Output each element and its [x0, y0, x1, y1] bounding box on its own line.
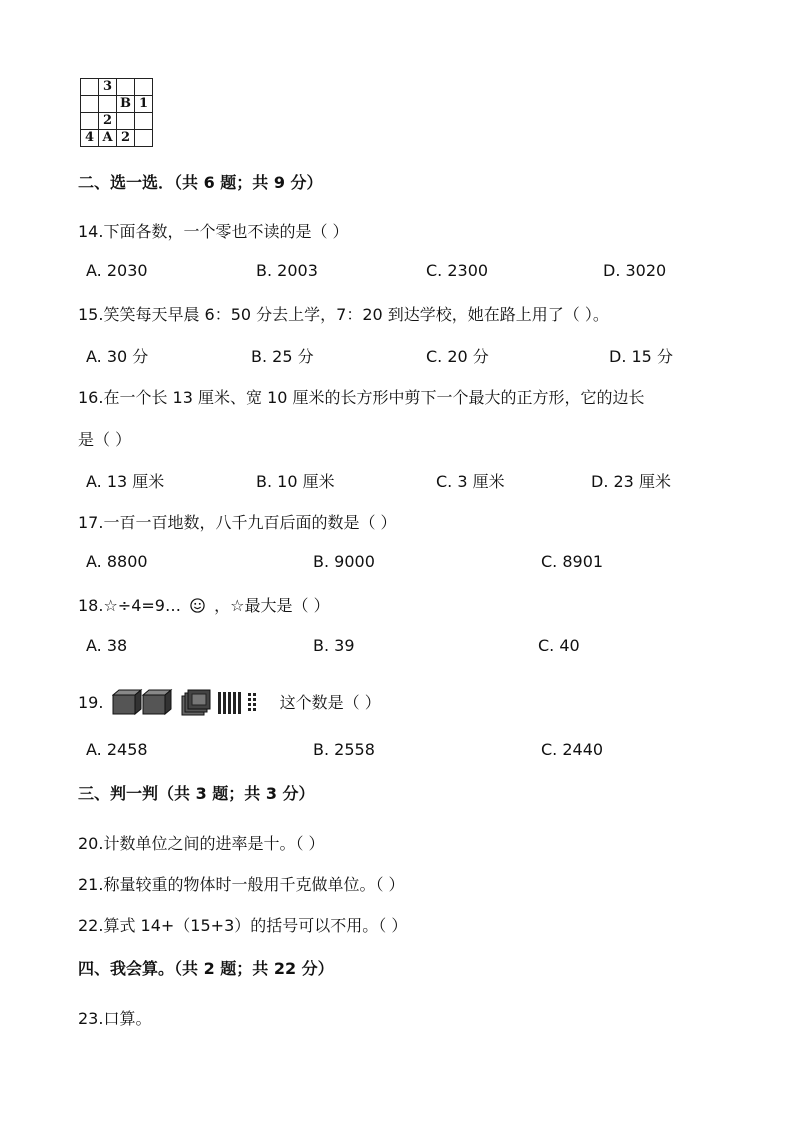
grid-cell: 2 [99, 113, 117, 130]
question-16-line-1: 16.在一个长 13 厘米、宽 10 厘米的长方形中剪下一个最大的正方形，它的边长 [78, 388, 645, 407]
grid-cell [135, 79, 153, 96]
question-17: 17.一百一百地数，八千九百后面的数是（ ） [78, 513, 397, 532]
question-14: 14.下面各数，一个零也不读的是（ ） [78, 222, 349, 241]
q15-option-c[interactable]: C. 20 分 [426, 347, 489, 366]
q17-option-a[interactable]: A. 8800 [86, 552, 148, 571]
q15-option-d[interactable]: D. 15 分 [609, 347, 673, 366]
grid-cell [81, 79, 99, 96]
q16-option-d[interactable]: D. 23 厘米 [591, 472, 671, 491]
grid-cell [117, 113, 135, 130]
grid-cell: 2 [117, 130, 135, 147]
q17-option-b[interactable]: B. 9000 [313, 552, 375, 571]
question-18 [78, 593, 330, 616]
hundred-flats-icon [182, 690, 210, 715]
q16-option-b[interactable]: B. 10 厘米 [256, 472, 335, 491]
q19-suffix: 这个数是（ ） [279, 693, 381, 712]
q14-option-d[interactable]: D. 3020 [603, 261, 667, 280]
unit-cubes-icon [248, 693, 256, 711]
q19-option-a[interactable]: A. 2458 [86, 740, 148, 759]
grid-cell: 3 [99, 79, 117, 96]
question-23: 23.口算。 [78, 1009, 152, 1028]
q18-prefix: 18.☆÷4=9… [78, 596, 181, 615]
question-16-line-2: 是（ ） [78, 430, 132, 449]
question-21: 21.称量较重的物体时一般用千克做单位。（ ） [78, 875, 405, 894]
q15-option-a[interactable]: A. 30 分 [86, 347, 149, 366]
question-22: 22.算式 14+（15+3）的括号可以不用。（ ） [78, 916, 408, 935]
grid-cell: 4 [81, 130, 99, 147]
grid-cell: A [99, 130, 117, 147]
q16-option-a[interactable]: A. 13 厘米 [86, 472, 165, 491]
grid-cell [135, 113, 153, 130]
number-grid [80, 78, 153, 147]
grid-cell: B [117, 96, 135, 113]
q14-option-c[interactable]: C. 2300 [426, 261, 489, 280]
ten-rods-icon [218, 692, 241, 714]
q14-option-b[interactable]: B. 2003 [256, 261, 318, 280]
grid-cell: 1 [135, 96, 153, 113]
q19-option-b[interactable]: B. 2558 [313, 740, 375, 759]
thousand-cube-icon [113, 690, 141, 714]
grid-cell [81, 113, 99, 130]
q18-option-b[interactable]: B. 39 [313, 636, 355, 655]
smiley-icon [190, 598, 205, 613]
section-2-title: 二、选一选．（共 6 题；共 9 分） [78, 173, 323, 192]
q19-prefix: 19. [78, 693, 104, 712]
q17-option-c[interactable]: C. 8901 [541, 552, 604, 571]
q18-option-c[interactable]: C. 40 [538, 636, 580, 655]
q18-option-a[interactable]: A. 38 [86, 636, 128, 655]
q18-suffix: ，☆最大是（ ） [214, 596, 330, 615]
grid-cell [81, 96, 99, 113]
base-ten-blocks-icon [112, 688, 272, 716]
question-20: 20.计数单位之间的进率是十。（ ） [78, 834, 325, 853]
q14-option-a[interactable]: A. 2030 [86, 261, 148, 280]
question-15: 15.笑笑每天早晨 6：50 分去上学，7：20 到达学校，她在路上用了（ ）。 [78, 305, 609, 324]
q19-option-c[interactable]: C. 2440 [541, 740, 604, 759]
grid-cell [135, 130, 153, 147]
q16-option-c[interactable]: C. 3 厘米 [436, 472, 505, 491]
grid-cell [117, 79, 135, 96]
grid-cell [99, 96, 117, 113]
section-4-title: 四、我会算。（共 2 题；共 22 分） [78, 959, 334, 978]
q15-option-b[interactable]: B. 25 分 [251, 347, 314, 366]
question-19 [78, 688, 381, 716]
section-3-title: 三、判一判（共 3 题；共 3 分） [78, 784, 315, 803]
thousand-cube-icon [143, 690, 171, 714]
